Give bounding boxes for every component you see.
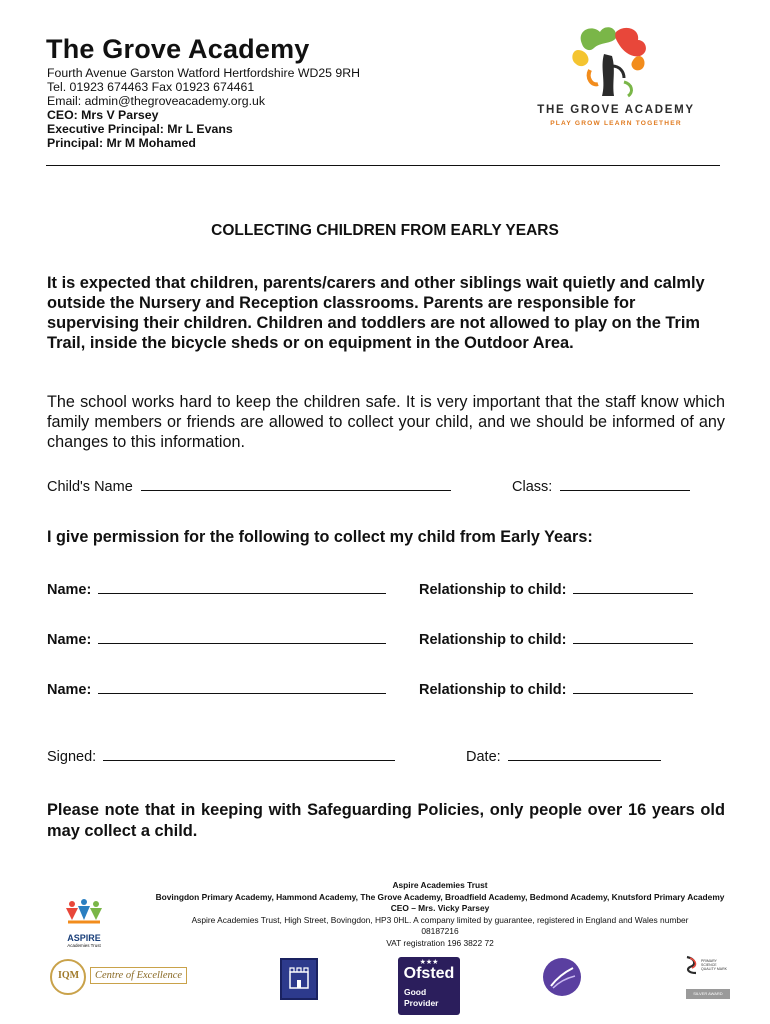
award-badge-logo <box>280 958 318 1000</box>
name-row-3 <box>47 682 386 698</box>
name-field-3[interactable] <box>98 682 386 694</box>
signature-field[interactable] <box>103 749 395 761</box>
name-row-1 <box>47 582 386 598</box>
logo-name: THE GROVE ACADEMY <box>537 104 695 116</box>
trust-company-number: 08187216 <box>421 926 459 936</box>
relationship-field-1[interactable] <box>573 582 693 594</box>
tree-icon <box>520 22 705 102</box>
date-field[interactable] <box>508 749 661 761</box>
form-heading: COLLECTING CHILDREN FROM EARLY YEARS <box>211 222 559 239</box>
psqm-badge: SILVER AWARD <box>686 989 730 999</box>
relationship-field-3[interactable] <box>573 682 693 694</box>
aspire-logo <box>62 898 106 948</box>
psqm-swirl-icon <box>684 955 700 975</box>
logo-tagline: PLAY GROW LEARN TOGETHER <box>550 120 682 127</box>
ofsted-logo <box>398 957 460 1015</box>
name-label: Name: <box>47 632 92 648</box>
trust-vat: VAT registration 196 3822 72 <box>386 937 494 948</box>
school-email: Email: admin@thegroveacademy.org.uk <box>47 94 265 108</box>
ofsted-rating: Good <box>404 987 427 997</box>
ofsted-provider: Provider <box>404 998 439 1008</box>
class-label: Class: <box>512 479 553 495</box>
footer-text <box>140 880 740 949</box>
purple-award-logo <box>543 958 581 996</box>
trust-name: Aspire Academies Trust <box>392 880 488 890</box>
name-field-2[interactable] <box>98 632 386 644</box>
child-name-label: Child's Name <box>47 479 133 495</box>
intro-paragraph: It is expected that children, parents/carers and other siblings wait quietly and calmly outside the Nursery and Reception classrooms. Parents are responsible for supervising their children. Children and toddlers are not allowed to play on the Trim Trail, inside the bicycle sheds or on equipment in the Outdoor Area. <box>47 274 705 352</box>
castle-icon <box>282 960 316 998</box>
child-name-field[interactable] <box>141 479 451 491</box>
body-paragraph: The school works hard to keep the children safe. It is very important that the staff know which family members or friends are allowed to collect your child, and we should be informed of any changes to this information. <box>47 393 725 451</box>
signed-label: Signed: <box>47 749 97 765</box>
psqm-text: PRIMARY SCIENCE QUALITY MARK <box>701 959 727 971</box>
aspire-figures-icon <box>62 898 106 928</box>
principal-line: Principal: Mr M Mohamed <box>47 136 196 150</box>
relationship-row-2 <box>419 632 693 648</box>
school-name: The Grove Academy <box>46 34 310 64</box>
name-label: Name: <box>47 682 92 698</box>
school-phone: Tel. 01923 674463 Fax 01923 674461 <box>47 80 255 94</box>
iqm-logo <box>50 959 190 999</box>
trust-academies: Bovingdon Primary Academy, Hammond Academy, The Grove Academy, Broadfield Academy, Bedmond Academy, Knutsford Primary Academy <box>155 891 725 902</box>
psqm-logo <box>684 955 732 1001</box>
relationship-label: Relationship to child: <box>419 582 567 598</box>
school-address: Fourth Avenue Garston Watford Hertfordshire WD25 9RH <box>47 66 361 80</box>
iqm-caption: Centre of Excellence <box>90 967 187 984</box>
header-divider <box>46 165 720 166</box>
trust-registration: Aspire Academies Trust, High Street, Bovingdon, HP3 0HL. A company limited by guarantee, registered in England and Wales number <box>191 914 689 925</box>
aspire-logo-sub: Academies Trust <box>67 943 101 948</box>
ofsted-title: Ofsted <box>403 965 455 982</box>
executive-principal-line: Executive Principal: Mr L Evans <box>47 122 233 136</box>
relationship-label: Relationship to child: <box>419 632 567 648</box>
class-field[interactable] <box>560 479 690 491</box>
class-row <box>512 479 690 495</box>
name-row-2 <box>47 632 386 648</box>
date-row <box>466 749 661 765</box>
iqm-seal-text: IQM <box>58 970 80 981</box>
relationship-row-3 <box>419 682 693 698</box>
child-name-row <box>47 479 451 495</box>
date-label: Date: <box>466 749 501 765</box>
relationship-field-2[interactable] <box>573 632 693 644</box>
aspire-logo-text: ASPIRE <box>67 933 101 943</box>
safeguarding-note: Please note that in keeping with Safeguarding Policies, only people over 16 years old may collect a child. <box>47 801 725 840</box>
relationship-label: Relationship to child: <box>419 682 567 698</box>
ofsted-star-icon: ★★★ <box>419 959 439 966</box>
trust-ceo: CEO – Mrs. Vicky Parsey <box>390 903 490 913</box>
signed-row <box>47 749 395 765</box>
ceo-line: CEO: Mrs V Parsey <box>47 108 159 122</box>
grove-academy-logo <box>520 22 705 132</box>
name-field-1[interactable] <box>98 582 386 594</box>
permission-statement: I give permission for the following to collect my child from Early Years: <box>47 528 593 546</box>
name-label: Name: <box>47 582 92 598</box>
relationship-row-1 <box>419 582 693 598</box>
flame-icon <box>543 958 581 996</box>
